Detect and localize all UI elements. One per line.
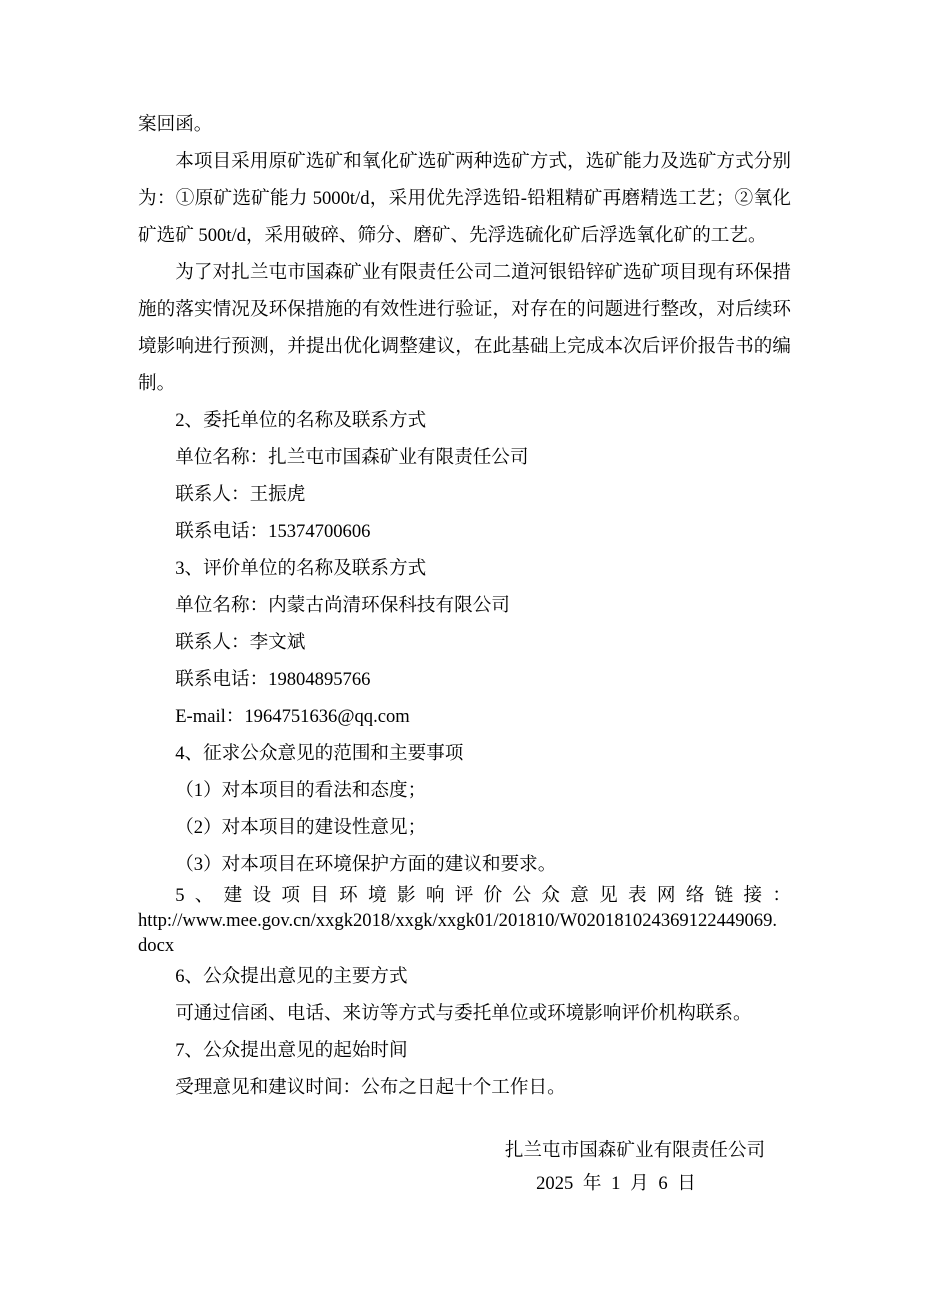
section7-body: 受理意见和建议时间：公布之日起十个工作日。 [175, 1077, 566, 1098]
section7-title: 7、公众提出意见的起始时间 [175, 1040, 408, 1061]
section3-unit-name: 单位名称：内蒙古尚清环保科技有限公司 [175, 595, 510, 616]
paragraph-continuation: 案回函。 [138, 114, 213, 135]
signature-date: 2025 年 1 月 6 日 [536, 1173, 696, 1194]
section3-phone: 联系电话：19804895766 [175, 669, 371, 690]
section4-title: 4、征求公众意见的范围和主要事项 [175, 743, 464, 764]
section5-url-line-2: docx [138, 935, 175, 956]
section3-title: 3、评价单位的名称及联系方式 [175, 558, 427, 579]
section4-item-1: （1）对本项目的看法和态度； [175, 780, 427, 801]
section6-body: 可通过信函、电话、来访等方式与委托单位或环境影响评价机构联系。 [175, 1003, 752, 1024]
signature-block [501, 1132, 769, 1199]
section2-contact-person: 联系人：王振虎 [175, 484, 306, 505]
section2-phone: 联系电话：15374700606 [175, 521, 371, 542]
paragraph-evaluation-purpose: 为了对扎兰屯市国森矿业有限责任公司二道河银铅锌矿选矿项目现有环保措施的落实情况及环保措施的有效性进行验证，对存在的问题进行整改，对后续环境影响进行预测，并提出优化调整建议，在此基础上完成本次后评价报告书的编制。 [138, 262, 791, 394]
section2-unit-name: 单位名称：扎兰屯市国森矿业有限责任公司 [175, 447, 529, 468]
section6-title: 6、公众提出意见的主要方式 [175, 966, 408, 987]
section3-email: E-mail：1964751636@qq.com [175, 706, 410, 727]
section2-title: 2、委托单位的名称及联系方式 [175, 410, 427, 431]
section5-block [138, 883, 791, 958]
paragraph-process-overview: 本项目采用原矿选矿和氧化矿选矿两种选矿方式，选矿能力及选矿方式分别为：①原矿选矿能力 5000t/d，采用优先浮选铅-铅粗精矿再磨精选工艺；②氧化矿选矿 500t/d，采用破碎、筛分、磨矿、先浮选硫化矿后浮选氧化矿的工艺。 [138, 151, 791, 246]
section4-item-3: （3）对本项目在环境保护方面的建议和要求。 [175, 854, 557, 875]
section4-item-2: （2）对本项目的建设性意见； [175, 817, 427, 838]
section5-url-line-1: http://www.mee.gov.cn/xxgk2018/xxgk/xxgk01/201810/W020181024369122449069. [138, 910, 778, 931]
signature-company: 扎兰屯市国森矿业有限责任公司 [504, 1140, 766, 1161]
section5-title: 5、建设项目环境影响评价公众意见表网络链接： [175, 885, 791, 906]
section3-contact-person: 联系人：李文斌 [175, 632, 306, 653]
